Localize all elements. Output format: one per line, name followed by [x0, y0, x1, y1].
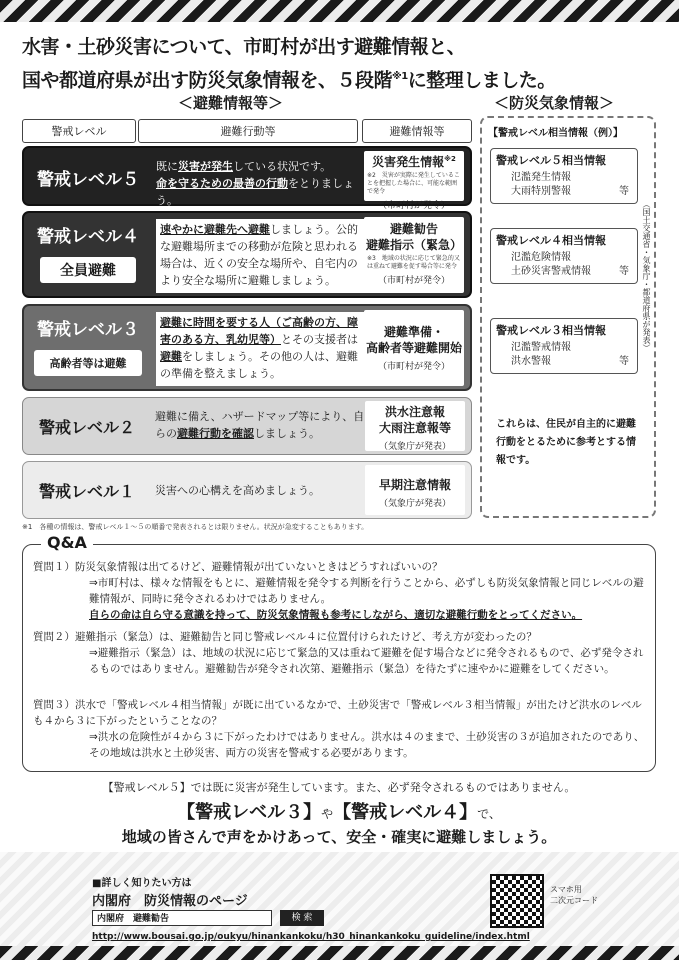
level-3-info: 避難準備・ 高齢者等避難開始 （市町村が発令） — [364, 310, 464, 386]
level-1-info: 早期注意情報 （気象庁が発表） — [365, 465, 465, 515]
level-4-tag: 全員避難 — [40, 257, 136, 283]
qa-box — [22, 533, 656, 772]
hazard-stripe-bottom — [0, 946, 679, 960]
qr-label: スマホ用 二次元コード — [550, 885, 598, 905]
weather-vertical-note: （国土交通省・気象庁・都道府県が発表） — [642, 200, 651, 352]
closing-line2: 【警戒レベル３】や【警戒レベル４】で、 — [177, 802, 501, 823]
qr-code-icon — [490, 874, 544, 928]
footer — [0, 852, 679, 946]
level-3-row — [22, 304, 472, 391]
col-head-action: 避難行動等 — [138, 119, 358, 143]
weather-panel — [480, 116, 656, 518]
weather-box-3: 警戒レベル３相当情報 氾濫警戒情報 洪水警報 等 — [490, 318, 638, 374]
footer-org: 内閣府 防災情報のページ — [92, 894, 248, 909]
level-4-row — [22, 211, 472, 298]
level-4-info: 避難勧告 避難指示（緊急） ※3 地域の状況に応じて緊急的又は重ねて避難を促す場合等に発令 （市町村が発令） — [364, 217, 464, 293]
level-5-label: 警戒レベル５ — [37, 169, 139, 190]
level-5-info: 災害発生情報$^{※2}$ ※2 災害が実際に発生していることを把握した場合に、可能な範囲で発令 （市町村が発令） — [364, 151, 464, 201]
weather-box-5: 警戒レベル５相当情報 氾濫発生情報 大雨特別警報 等 — [490, 148, 638, 204]
hazard-stripe-top — [0, 0, 679, 22]
section-evac-title: ＜避難情報等＞ — [178, 94, 284, 112]
level-3-action: 避難に時間を要する人（ご高齢の方、障害のある方、乳幼児等）とその支援者は避難をしましょう。その他の人は、避難の準備を整えましょう。 — [156, 312, 370, 386]
weather-box-4: 警戒レベル４相当情報 氾濫危険情報 土砂災害警戒情報 等 — [490, 228, 638, 284]
level-2-label: 警戒レベル２ — [38, 417, 135, 437]
col-head-level: 警戒レベル — [22, 119, 136, 143]
headline-line2: 国や都道府県が出す防災気象情報を、５段階 — [22, 69, 393, 92]
qa-item-2: 質問２）避難指示（緊急）は、避難勧告と同じ警戒レベル４に位置付けられたけど、考え方が変わったの？ ⇒避難指示（緊急）は、地域の状況に応じて緊急的又は重ねて避難を促す場合などに発令されるもので、必ず発令されるものではありません。避難勧告が発令され次第、避難指示（緊急）を待たずに速やかに避難をしてください。 — [33, 631, 644, 675]
weather-note: これらは、住民が自主的に避難行動をとるために参考とする情報です。 — [496, 419, 636, 466]
level-4-label: 警戒レベル４ — [37, 226, 139, 247]
level-5-row — [22, 146, 472, 211]
headline-sup: ※1 — [392, 71, 408, 82]
closing-line3: 地域の皆さんで声をかけあって、安全・確実に避難しましょう。 — [121, 828, 557, 846]
weather-header: 【警戒レベル相当情報（例）】 — [488, 128, 623, 139]
level-2-info: 洪水注意報 大雨注意報等 （気象庁が発表） — [365, 401, 465, 451]
level-3-label: 警戒レベル３ — [37, 319, 139, 340]
level-1-action: 災害への心構えを高めましょう。 — [155, 484, 320, 497]
level-1-row — [22, 461, 472, 519]
search-button[interactable]: 検 索 — [280, 910, 324, 926]
qa-item-3: 質問３）洪水で「警戒レベル４相当情報」が既に出ているなかで、土砂災害で「警戒レベル３相当情報」が出たけど洪水のレベルも４から３に下がったということなの？ ⇒洪水の危険性が４から３に下がったわけではありません。洪水は４のままで、土砂災害の３が追加されたのであり、その地域は洪水と土砂災害、両方の災害を警戒する必要があります。 — [33, 699, 645, 759]
headline-line1: 水害・土砂災害について、市町村が出す避難情報と、 — [22, 36, 466, 58]
footer-more: ■詳しく知りたい方は — [92, 878, 192, 889]
headline-line2-end: に整理しました。 — [407, 69, 556, 92]
level-3-tag: 高齢者等は避難 — [34, 350, 142, 376]
level-5-action: 既に災害が発生している状況です。 命を守るための最善の行動をとりましょう。 — [156, 160, 354, 207]
qa-title: Q&A — [41, 533, 93, 552]
level-1-label: 警戒レベル１ — [38, 481, 135, 501]
search-input[interactable]: 内閣府 避難勧告 — [92, 910, 272, 926]
footer-url-link[interactable]: http://www.bousai.go.jp/oukyu/hinankankoku/h30_hinankankoku_guideline/index.html — [92, 932, 530, 942]
col-head-info: 避難情報等 — [362, 119, 472, 143]
level-4-action: 速やかに避難先へ避難しましょう。公的な避難場所までの移動が危険と思われる場合は、近くの安全な場所や、自宅内のより安全な場所に避難しましょう。 — [156, 219, 370, 293]
level-2-row — [22, 397, 472, 455]
headline — [22, 32, 662, 95]
closing-line1: 【警戒レベル５】では既に災害が発生しています。また、必ず発令されるものではありません。 — [102, 781, 576, 794]
footnote: ※1 各種の情報は、警戒レベル１～５の順番で発表されるとは限りません。状況が急変することもあります。 — [22, 523, 369, 531]
level-2-action: 避難に備え、ハザードマップ等により、自らの避難行動を確認しましょう。 — [155, 410, 365, 440]
qa-item-1: 質問１）防災気象情報は出てるけど、避難情報が出ていないときはどうすればいいの？ ⇒市町村は、様々な情報をもとに、避難情報を発令する判断を行うことから、必ずしも防災気象情報と同じレベルの避難情報が、同時に発令されるわけではありません。 自らの命は自ら守る意識を持って、防災気象情報も参考にしながら、適切な避難行動をとってください。 — [33, 561, 644, 621]
section-weather-title: ＜防災気象情報＞ — [494, 94, 615, 112]
